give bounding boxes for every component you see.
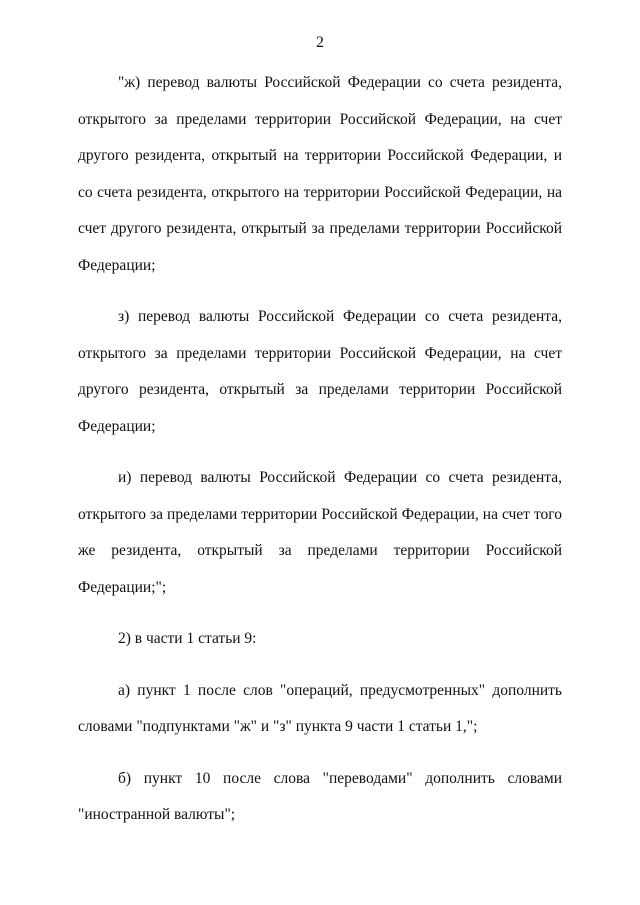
paragraph-zh: "ж) перевод валюты Российской Федерации со счета резидента, открытого за пределами территории Российской Федерации, на счет другого резидента, открытый на территории Российской Федерации, и со счета резидента, открытого на территории Российской Федерации, на счет другого резидента, открытый за пределами территории Российской Федерации; (78, 74, 562, 274)
paragraph-z: з) перевод валюты Российской Федерации со счета резидента, открытого за пределами территории Российской Федерации, на счет другого резидента, открытый за пределами территории Российской Федерации; (78, 308, 562, 435)
paragraph-i: и) перевод валюты Российской Федерации со счета резидента, открытого за пределами территории Российской Федерации, на счет того же резидента, открытый за пределами территории Российской Федерации;"; (78, 469, 562, 596)
paragraph-a: а) пункт 1 после слов "операций, предусмотренных" дополнить словами "подпунктами "ж" и "з" пункта 9 части 1 статьи 1,"; (78, 681, 562, 735)
paragraph-article-9: 2) в части 1 статьи 9: (118, 630, 257, 647)
document-body (78, 65, 562, 849)
paragraph-b: б) пункт 10 после слова "переводами" дополнить словами "иностранной валюты"; (78, 769, 562, 823)
page-number: 2 (316, 34, 324, 51)
